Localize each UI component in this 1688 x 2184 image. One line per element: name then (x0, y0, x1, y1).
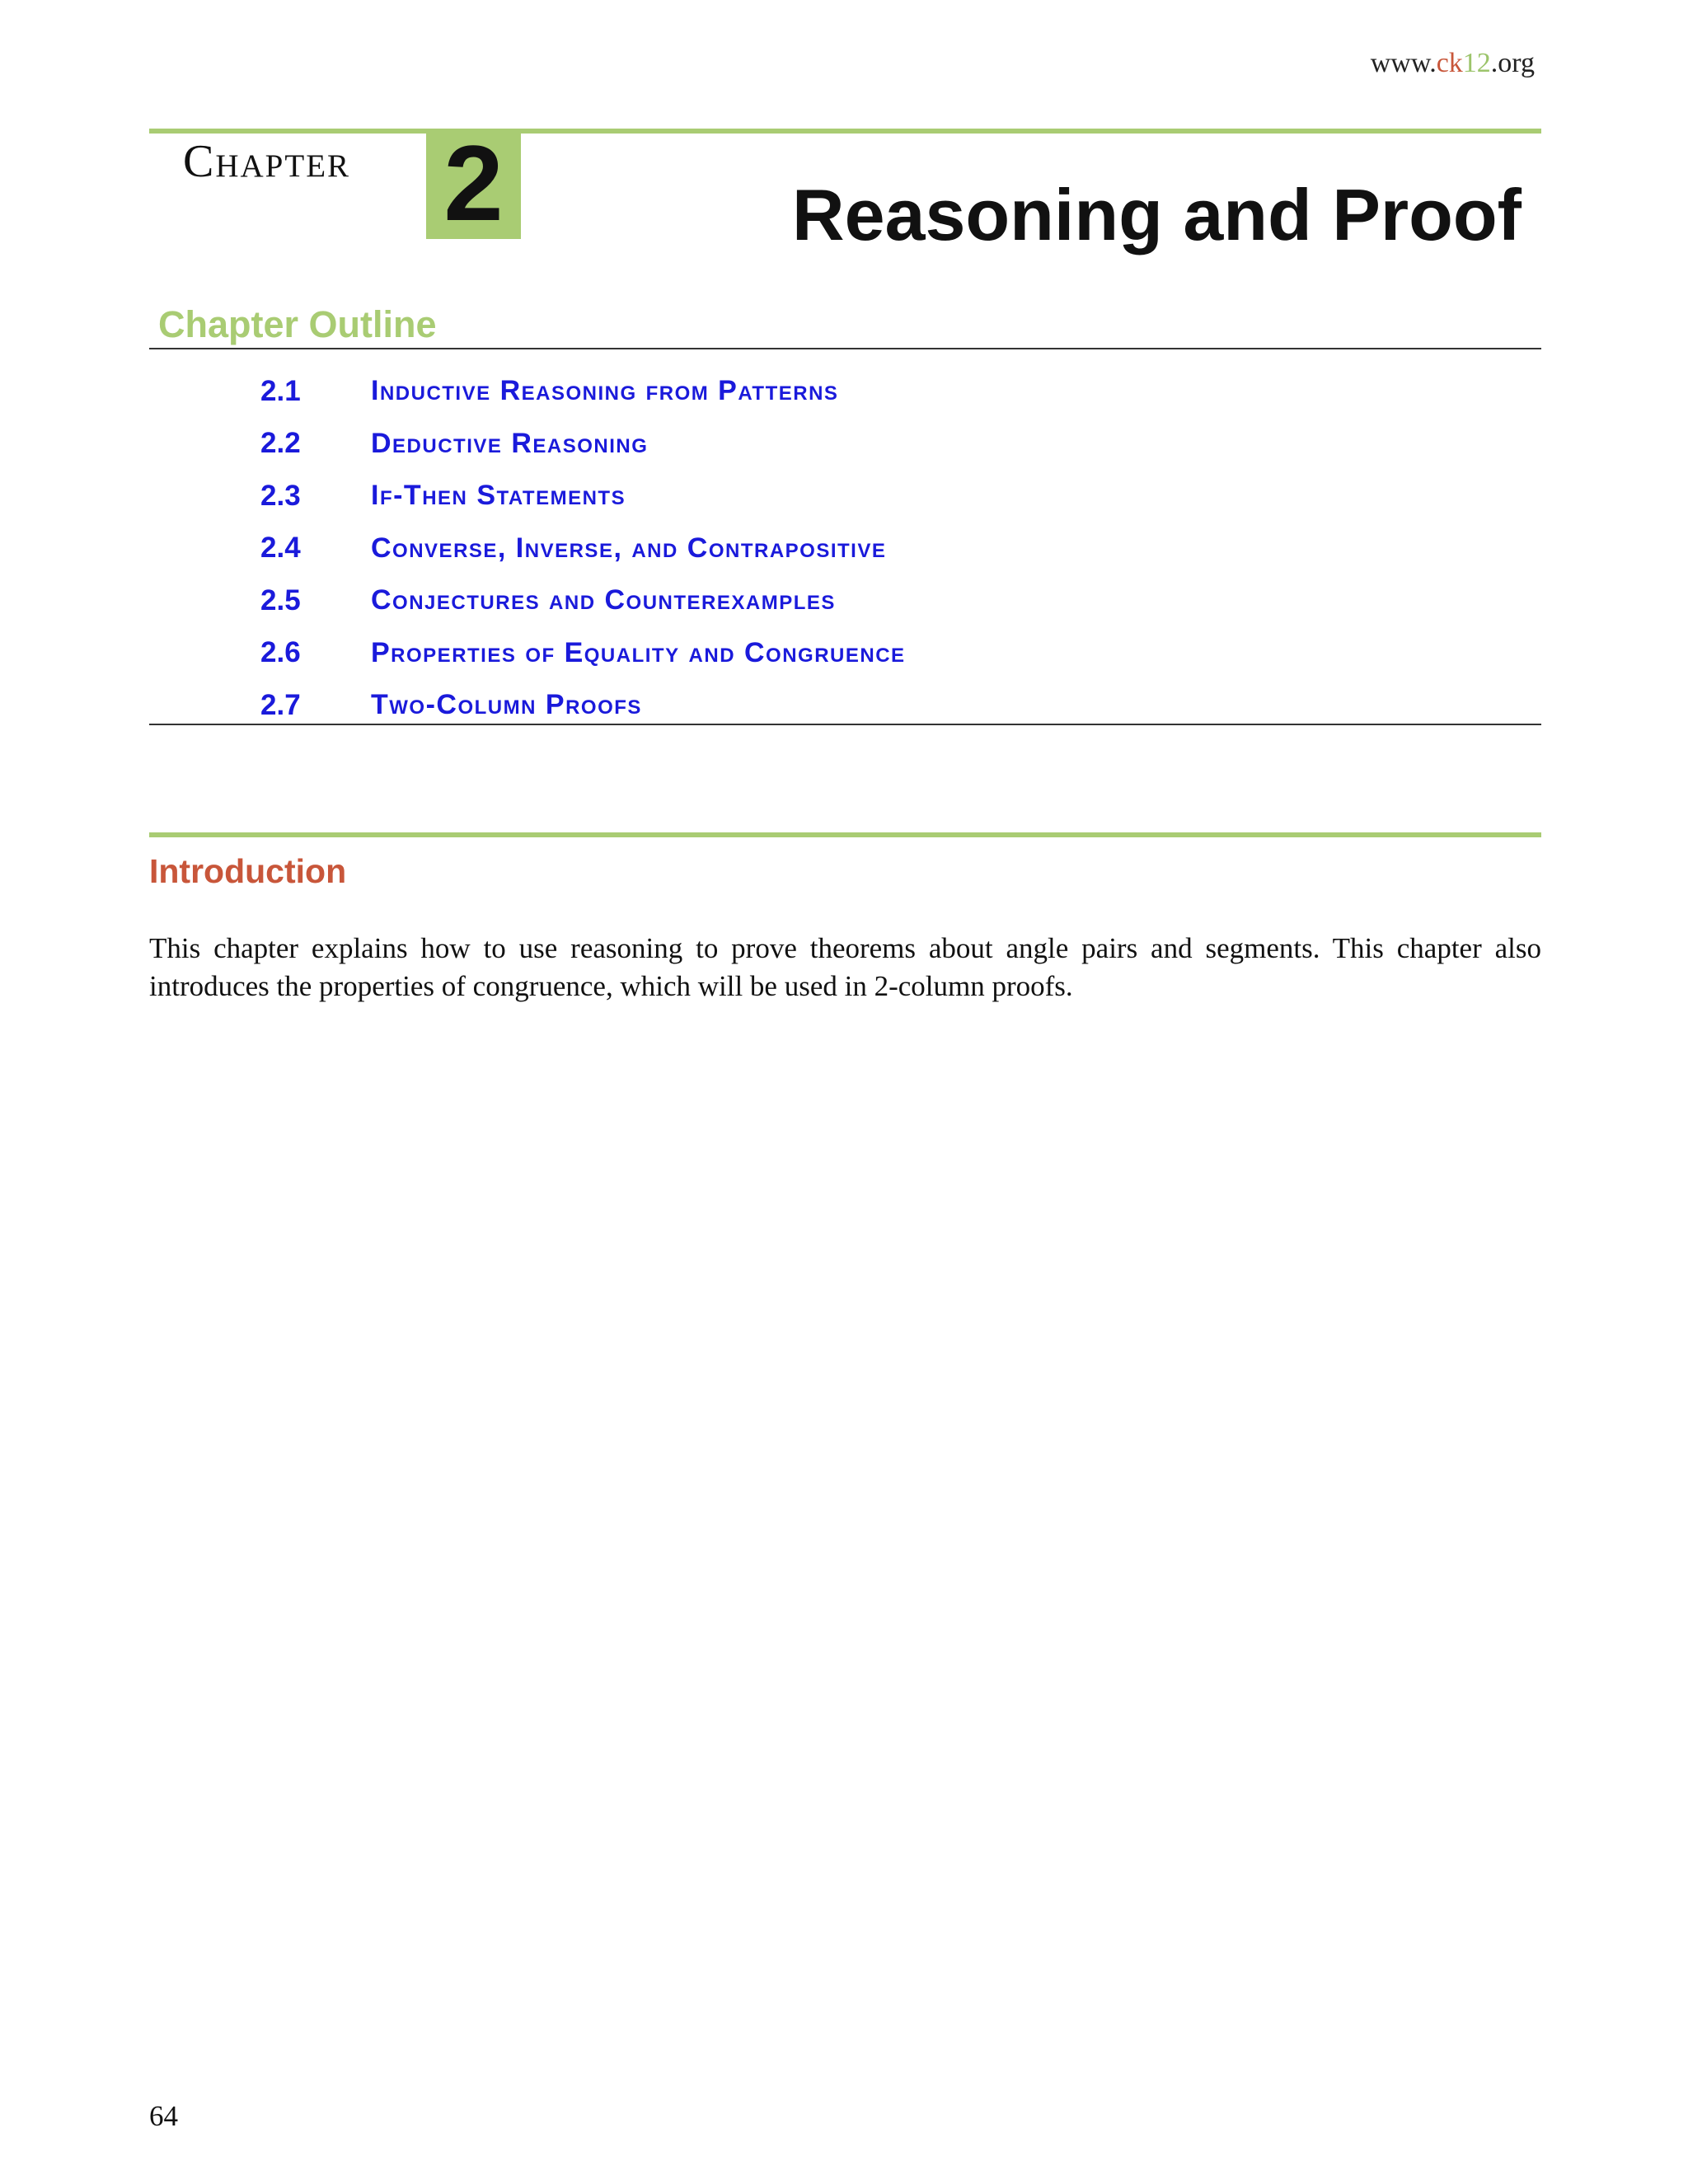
chapter-title: Reasoning and Proof (792, 174, 1522, 255)
outline-link-2-2[interactable] (260, 418, 906, 471)
outline-heading: Chapter Outline (158, 303, 437, 345)
chapter-number-badge (426, 123, 521, 243)
outline-link-2-1[interactable] (260, 365, 906, 418)
outline-number: 2.6 (260, 636, 301, 669)
outline-label: Converse, Inverse, and Contrapositive (371, 532, 887, 564)
chapter-number: 2 (443, 123, 504, 243)
outline-link-2-4[interactable] (260, 523, 906, 575)
outline-link-2-6[interactable] (260, 627, 906, 680)
url-ck: ck (1436, 48, 1463, 78)
url-suffix: .org (1490, 48, 1535, 78)
outline-number: 2.7 (260, 688, 301, 721)
outline-label: Inductive Reasoning from Patterns (371, 375, 839, 407)
introduction-paragraph: This chapter explains how to use reasoning to prove theorems about angle pairs and segments. This chapter also introduces the properties of congruence, which will be used in 2-column proofs. (149, 932, 1541, 1002)
url-number: 12 (1462, 48, 1491, 78)
url-prefix: www. (1370, 48, 1437, 78)
introduction-heading: Introduction (149, 852, 347, 890)
outline-label: Two-Column Proofs (371, 689, 642, 721)
outline-bottom-rule (149, 724, 1541, 725)
page-number: 64 (149, 2100, 178, 2132)
outline-number: 2.3 (260, 479, 301, 512)
chapter-top-rule (149, 129, 1541, 134)
outline-label: Conjectures and Counterexamples (371, 584, 836, 616)
introduction-top-rule (149, 832, 1541, 837)
outline-number: 2.2 (260, 427, 301, 460)
outline-label: Properties of Equality and Congruence (371, 636, 906, 668)
outline-number: 2.1 (260, 374, 301, 407)
chapter-outline-list (260, 365, 906, 732)
site-url[interactable] (1371, 48, 1535, 79)
chapter-label: Chapter (183, 136, 351, 187)
outline-label: If-Then Statements (371, 480, 626, 512)
outline-top-rule (149, 348, 1541, 349)
outline-label: Deductive Reasoning (371, 427, 649, 459)
outline-link-2-5[interactable] (260, 574, 906, 627)
outline-link-2-3[interactable] (260, 470, 906, 523)
outline-number: 2.5 (260, 583, 301, 616)
outline-number: 2.4 (260, 532, 301, 565)
